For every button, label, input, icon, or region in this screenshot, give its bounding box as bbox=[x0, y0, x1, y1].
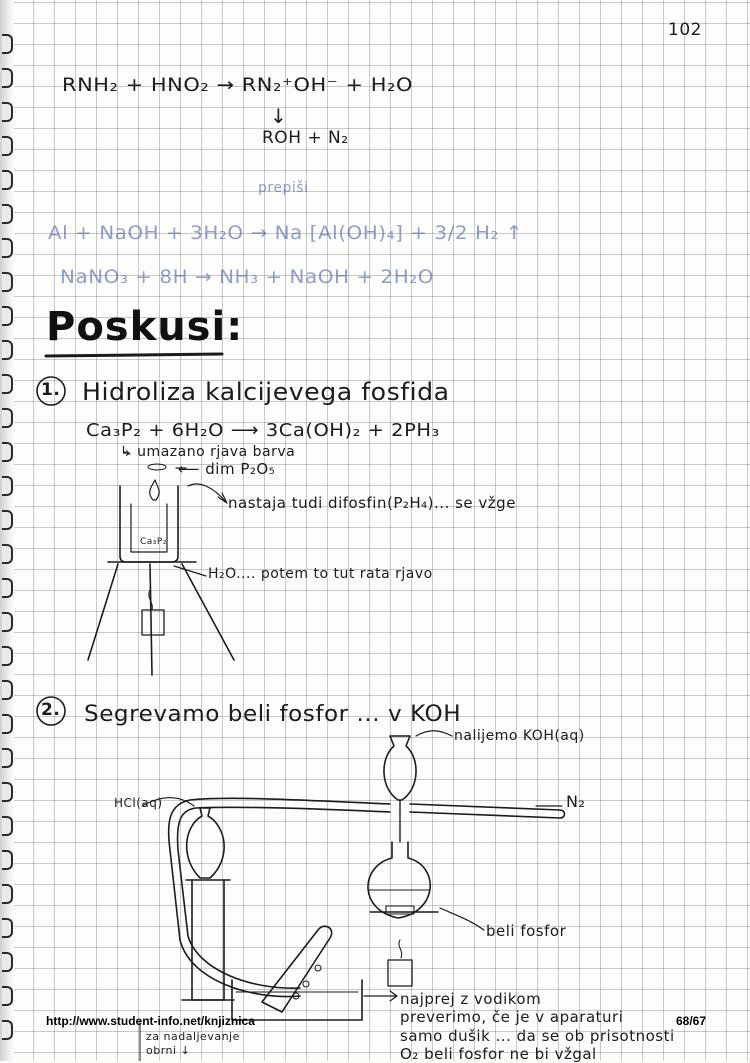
experiment-1-equation: Ca₃P₂ + 6H₂O ⟶ 3Ca(OH)₂ + 2PH₃ bbox=[86, 420, 440, 441]
smoke bbox=[148, 464, 166, 470]
product-arrow: ↓ bbox=[270, 104, 288, 128]
note-line-1: najprej z vodikom bbox=[400, 990, 542, 1008]
tripod-leg-right bbox=[182, 564, 234, 660]
experiment-1-title: Hidroliza kalcijevega fosfida bbox=[82, 378, 450, 406]
experiment-1-apparatus bbox=[88, 452, 234, 675]
connecting-tube bbox=[169, 798, 390, 996]
label-white-phosphorus: beli fosfor bbox=[486, 922, 567, 940]
note-water: H₂O.... potem to tut rata rjavo bbox=[208, 566, 433, 582]
beaker bbox=[120, 486, 178, 562]
pencil-equation-aluminium: Al + NaOH + 3H₂O → Na [Al(OH)₄] + 3/2 H₂ ↑ bbox=[48, 222, 524, 244]
crucible-label: Ca₃P₂ bbox=[140, 537, 167, 547]
diazotization-equation: RNH₂ + HNO₂ → RN₂⁺OH⁻ + H₂O bbox=[62, 74, 413, 96]
section-title: Poskusi: bbox=[46, 304, 244, 350]
burner-right bbox=[388, 960, 412, 986]
note-diphosphine: nastaja tudi difosfin(P₂H₄)... se vžge bbox=[228, 494, 516, 512]
tripod-leg-middle bbox=[150, 564, 152, 675]
round-bottom-flask bbox=[368, 842, 430, 918]
experiment-2-number: 2. bbox=[41, 700, 61, 720]
experiment-2-circle bbox=[37, 697, 65, 725]
pencil-label: prepiši bbox=[258, 180, 309, 196]
tripod-leg-left bbox=[88, 564, 118, 660]
pencil-equation-nitrate: NaNO₃ + 8H → NH₃ + NaOH + 2H₂O bbox=[60, 266, 434, 288]
note-color: ↳ umazano rjava barva bbox=[120, 444, 296, 460]
note-line-3: samo dušik ... da se ob prisotnosti bbox=[400, 1027, 675, 1045]
note-smoke: ⟵ dim P₂O₅ bbox=[178, 460, 276, 478]
separatory-funnel-left bbox=[187, 808, 224, 878]
footer-page-counter: 68/67 bbox=[676, 1014, 707, 1028]
dropping-funnel-right bbox=[384, 736, 416, 800]
section-title-underline bbox=[46, 354, 222, 356]
experiment-2-title: Segrevamo beli fosfor ... v KOH bbox=[84, 702, 462, 727]
label-n2: N₂ bbox=[566, 792, 586, 811]
label-koh: nalijemo KOH(aq) bbox=[454, 728, 585, 744]
flame bbox=[150, 480, 159, 500]
note-line-4: O₂ beli fosfor ne bi vžgal bbox=[400, 1045, 597, 1063]
experiment-2-apparatus bbox=[140, 731, 565, 1061]
burner bbox=[142, 610, 164, 635]
experiment-1-number: 1. bbox=[41, 380, 61, 400]
label-under-cylinder: za nadaljevanje obrni ↓ bbox=[146, 1030, 240, 1057]
footer-url[interactable]: http://www.student-info.net/knjiznica bbox=[46, 1014, 255, 1028]
note-line-2: preverimo, če je v aparaturi bbox=[400, 1008, 624, 1026]
label-hcl: HCl(aq) bbox=[114, 796, 163, 810]
product-equation: ROH + N₂ bbox=[262, 128, 349, 148]
experiment-1-circle bbox=[37, 377, 65, 405]
page-number: 102 bbox=[668, 20, 702, 40]
